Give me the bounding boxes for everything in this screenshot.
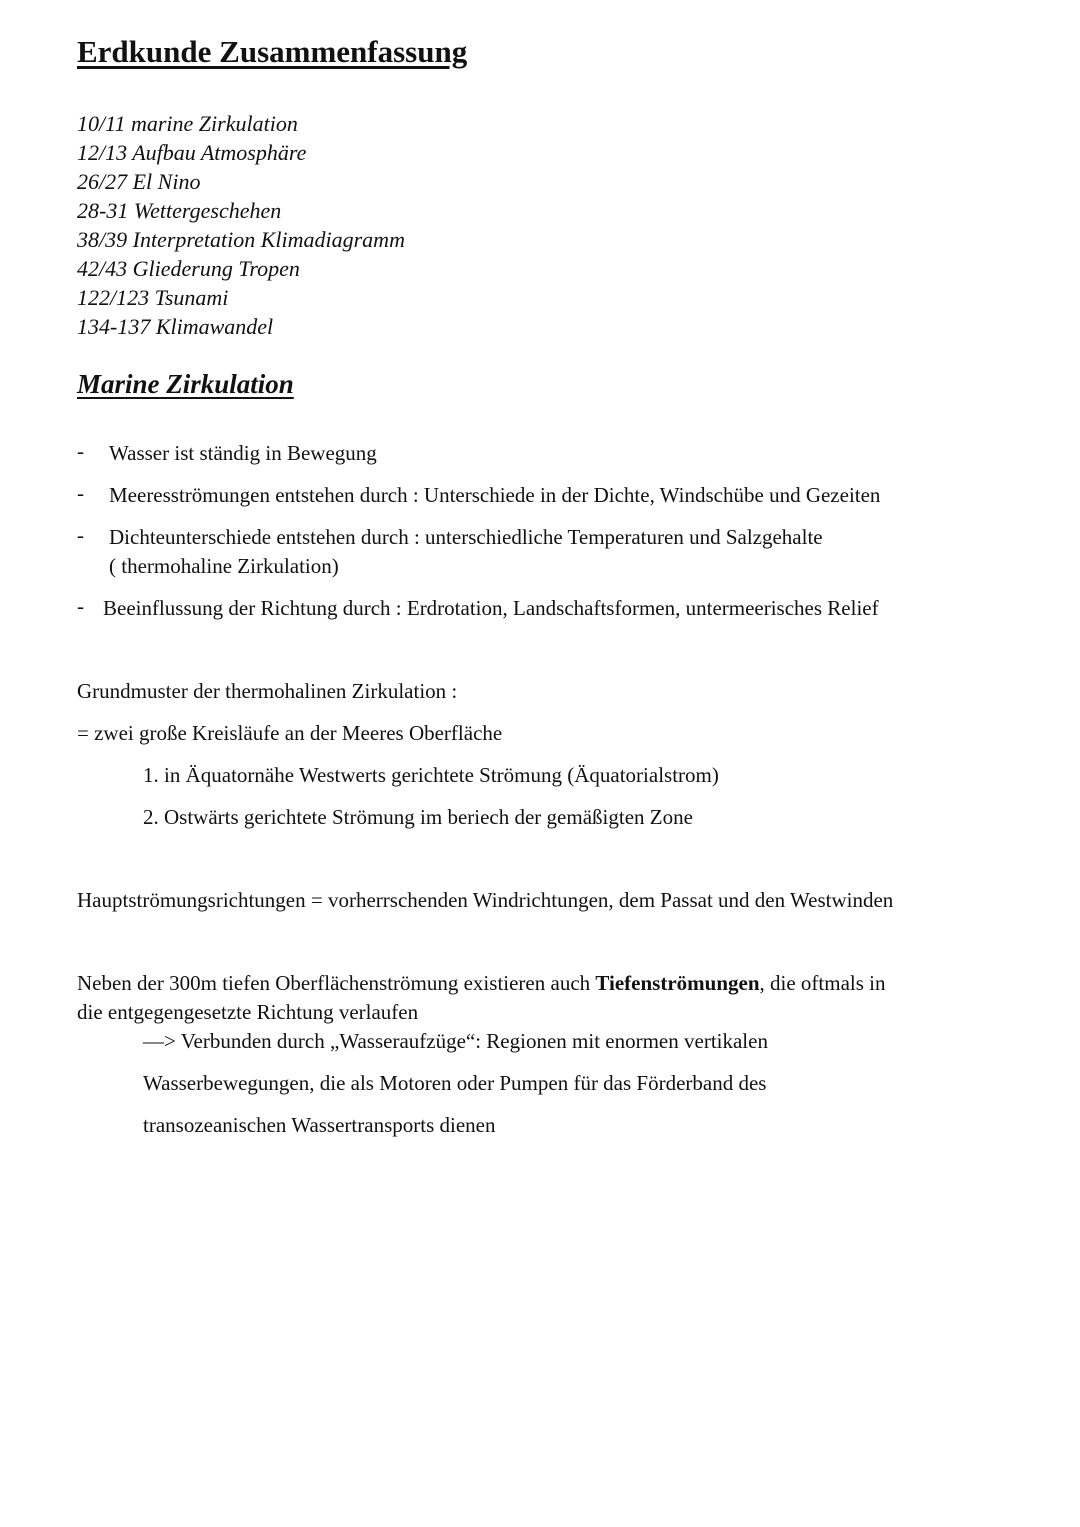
grundmuster-item: 2. Ostwärts gerichtete Strömung im beriech der gemäßigten Zone (143, 805, 693, 829)
bullet-marker: - (77, 523, 84, 547)
toc-item: 26/27 El Nino (77, 169, 201, 194)
verbunden-line: transozeanischen Wassertransports dienen (143, 1113, 496, 1137)
toc-item: 10/11 marine Zirkulation (77, 111, 298, 136)
bullet-item: Meeresströmungen entstehen durch : Unterschiede in der Dichte, Windschübe und Gezeiten (109, 483, 881, 507)
toc-item: 122/123 Tsunami (77, 285, 229, 310)
neben-paragraph-line: die entgegengesetzte Richtung verlaufen (77, 1000, 419, 1024)
bullet-marker: - (77, 481, 84, 505)
grundmuster-intro: = zwei große Kreisläufe an der Meeres Oberfläche (77, 721, 503, 745)
grundmuster-item: 1. in Äquatornähe Westwerts gerichtete Strömung (Äquatorialstrom) (143, 763, 719, 787)
verbunden-line: Wasserbewegungen, die als Motoren oder Pumpen für das Förderband des (143, 1071, 767, 1095)
bullet-item: Dichteunterschiede entstehen durch : unterschiedliche Temperaturen und Salzgehalte (109, 525, 823, 549)
bullet-item-continuation: ( thermohaline Zirkulation) (109, 554, 339, 578)
table-of-contents (77, 109, 405, 341)
grundmuster-heading: Grundmuster der thermohalinen Zirkulation : (77, 679, 458, 703)
bullet-marker: - (77, 439, 84, 463)
toc-item: 38/39 Interpretation Klimadiagramm (77, 227, 405, 252)
neben-text-before: Neben der 300m tiefen Oberflächenströmung existieren auch (77, 971, 596, 995)
toc-item: 134-137 Klimawandel (77, 314, 274, 339)
tiefenstroemungen-term: Tiefenströmungen (595, 971, 760, 995)
neben-paragraph-line (77, 969, 886, 998)
toc-item: 12/13 Aufbau Atmosphäre (77, 140, 307, 165)
neben-text-after: , die oftmals in (759, 971, 886, 995)
hauptstroemung-paragraph: Hauptströmungsrichtungen = vorherrschenden Windrichtungen, dem Passat und den Westwinden (77, 888, 894, 912)
verbunden-line: —> Verbunden durch „Wasseraufzüge“: Regionen mit enormen vertikalen (143, 1029, 768, 1053)
toc-item: 28-31 Wettergeschehen (77, 198, 282, 223)
toc-item: 42/43 Gliederung Tropen (77, 256, 300, 281)
document-title: Erdkunde Zusammenfassung (77, 34, 468, 69)
section-title: Marine Zirkulation (77, 369, 294, 399)
bullet-item: Wasser ist ständig in Bewegung (109, 441, 377, 465)
bullet-item: Beeinflussung der Richtung durch : Erdrotation, Landschaftsformen, untermeerisches Relief (103, 596, 879, 620)
bullet-marker: - (77, 594, 84, 618)
